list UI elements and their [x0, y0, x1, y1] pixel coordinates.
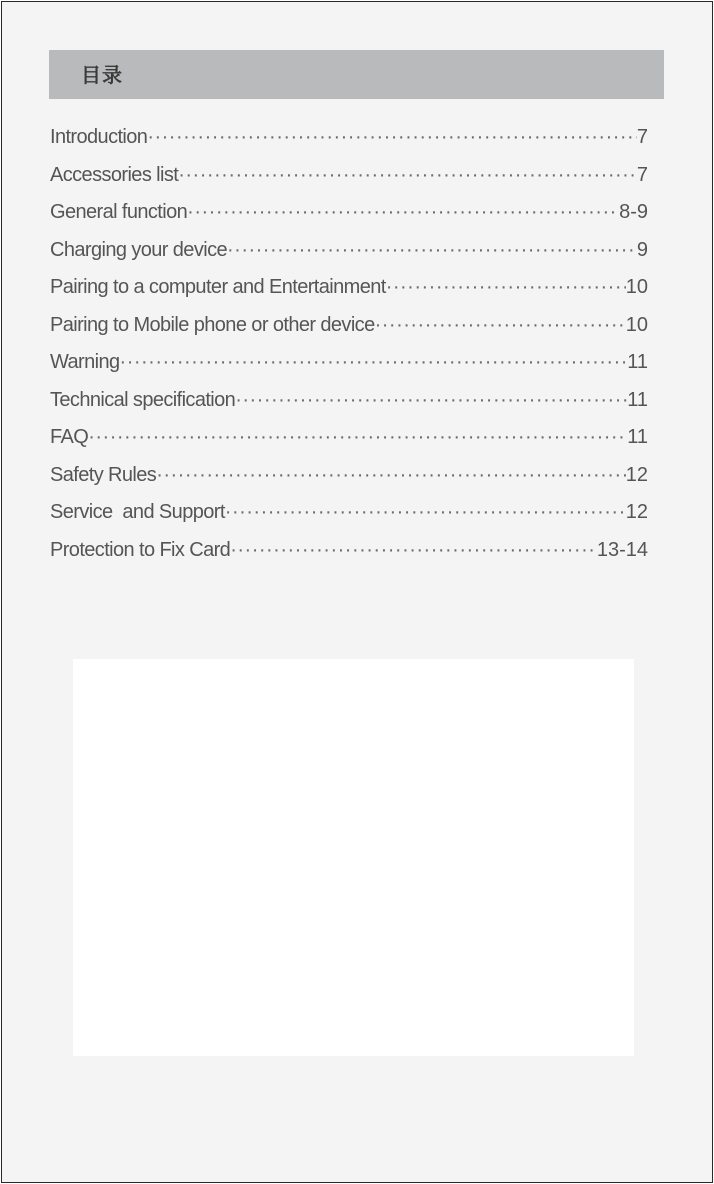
toc-entry-safety-rules[interactable] — [50, 464, 648, 502]
toc-entry-introduction[interactable] — [50, 126, 648, 164]
toc-entry-title: Charging your device — [50, 238, 227, 261]
toc-entry-title: Accessories list — [50, 163, 179, 186]
dot-leader — [230, 539, 597, 562]
toc-entry-title: Pairing to Mobile phone or other device — [50, 313, 375, 336]
toc-entry-title: Introduction — [50, 126, 148, 148]
toc-entry-page: 11 — [627, 351, 648, 373]
toc-entry-pairing-computer[interactable] — [50, 276, 648, 314]
dot-leader — [147, 126, 637, 149]
toc-entry-title: Service and Support — [50, 501, 225, 523]
dot-leader — [120, 351, 628, 374]
table-of-contents — [50, 126, 648, 576]
toc-entry-title: FAQ — [50, 426, 89, 448]
toc-entry-page: 12 — [625, 501, 648, 523]
contents-header-bar — [49, 50, 664, 99]
toc-entry-pairing-mobile[interactable] — [50, 314, 648, 352]
toc-entry-technical-specification[interactable] — [50, 389, 648, 427]
toc-entry-page: 13-14 — [596, 538, 648, 561]
toc-entry-page: 10 — [625, 276, 648, 298]
dot-leader — [187, 201, 619, 224]
toc-entry-general-function[interactable] — [50, 201, 648, 239]
toc-entry-title: Protection to Fix Card — [50, 538, 231, 561]
dot-leader — [225, 501, 626, 524]
toc-entry-title: Safety Rules — [50, 463, 157, 486]
dot-leader — [88, 426, 627, 449]
toc-entry-accessories-list[interactable] — [50, 164, 648, 202]
toc-entry-title: Technical specification — [50, 388, 236, 411]
dot-leader — [156, 464, 626, 487]
dot-leader — [375, 314, 626, 337]
toc-entry-charging[interactable] — [50, 239, 648, 277]
document-page — [1, 1, 713, 1183]
toc-entry-page: 9 — [636, 238, 648, 261]
toc-entry-page: 11 — [627, 388, 648, 411]
blank-panel — [73, 659, 634, 1056]
toc-entry-page: 7 — [636, 126, 648, 148]
toc-entry-page: 12 — [625, 463, 648, 486]
contents-heading: 目录 — [81, 63, 123, 87]
dot-leader — [178, 164, 637, 187]
toc-entry-title: General function — [50, 201, 188, 223]
toc-entry-protection-fix-card[interactable] — [50, 539, 648, 577]
toc-entry-page: 11 — [627, 426, 648, 448]
toc-entry-service-support[interactable] — [50, 501, 648, 539]
dot-leader — [227, 239, 637, 262]
toc-entry-page: 10 — [625, 313, 648, 336]
toc-entry-title: Pairing to a computer and Entertainment — [50, 276, 386, 298]
dot-leader — [386, 276, 626, 299]
toc-entry-page: 8-9 — [619, 201, 648, 223]
toc-entry-page: 7 — [636, 163, 648, 186]
toc-entry-warning[interactable] — [50, 351, 648, 389]
toc-entry-faq[interactable] — [50, 426, 648, 464]
toc-entry-title: Warning — [50, 351, 120, 373]
dot-leader — [235, 389, 627, 412]
